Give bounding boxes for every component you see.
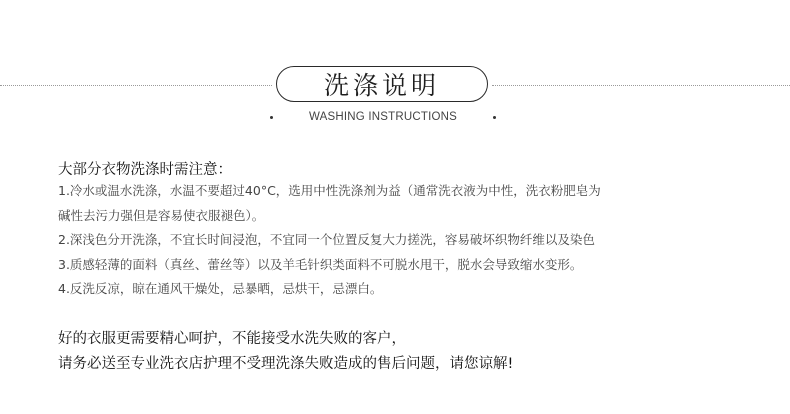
care-note-line-1: 好的衣服更需要精心呵护，不能接受水洗失败的客户， xyxy=(58,331,406,347)
instruction-line-1: 1.冷水或温水洗涤，水温不要超过40°C，选用中性洗涤剂为益（通常洗衣液为中性，洗衣粉肥皂为 xyxy=(58,183,601,198)
divider-right xyxy=(492,85,790,86)
section-title xyxy=(276,66,488,102)
section-subtitle: WASHING INSTRUCTIONS xyxy=(309,111,457,123)
instruction-line-4: 4.反洗反凉，晾在通风干燥处，忌暴晒，忌烘干，忌漂白。 xyxy=(58,281,383,296)
instruction-line-2: 2.深浅色分开洗涤，不宜长时间浸泡，不宜同一个位置反复大力搓洗，容易破坏织物纤维以及染色 xyxy=(58,232,595,247)
subtitle-row xyxy=(270,109,496,125)
dot-right-icon xyxy=(493,116,496,119)
dot-left-icon xyxy=(270,116,273,119)
instructions-heading: 大部分衣物洗涤时需注意： xyxy=(58,162,232,178)
divider-left xyxy=(0,85,272,86)
section-title-text: 洗涤说明 xyxy=(323,71,440,100)
care-note-line-2: 请务必送至专业洗衣店护理不受理洗涤失败造成的售后问题，请您谅解! xyxy=(58,356,514,372)
instruction-line-3: 3.质感轻薄的面料（真丝、蕾丝等）以及羊毛针织类面料不可脱水甩干，脱水会导致缩水变形。 xyxy=(58,257,583,272)
instruction-line-1-cont: 碱性去污力强但是容易使衣服褪色）。 xyxy=(58,208,265,223)
